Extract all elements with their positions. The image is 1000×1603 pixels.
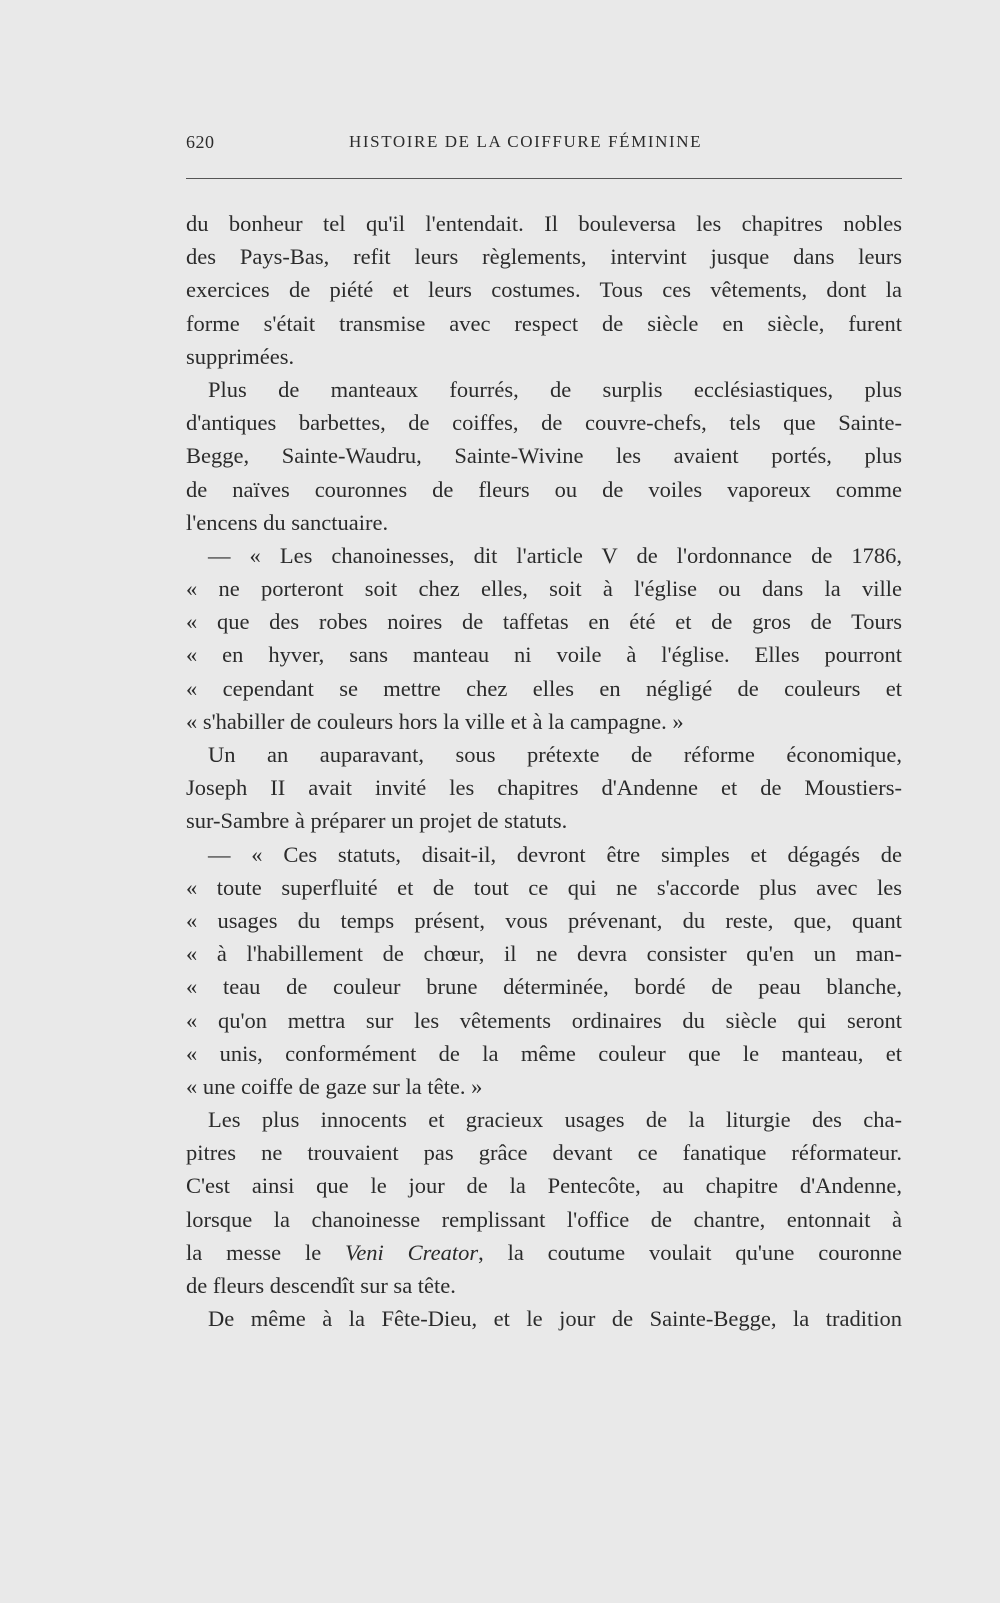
text-line: Les plus innocents et gracieux usages de la liturgie des cha- (208, 1107, 902, 1133)
page-header (186, 128, 904, 156)
text-line: — « Ces statuts, disait-il, devront être simples et dégagés de (208, 841, 902, 867)
text-line: « une coiffe de gaze sur la tête. » (186, 1073, 483, 1099)
text-line: « à l'habillement de chœur, il ne devra consister qu'en un man- (186, 941, 902, 967)
text-line: « toute superfluité et de tout ce qui ne s'accorde plus avec les (186, 874, 902, 900)
text-line: l'encens du sanctuaire. (186, 509, 389, 535)
text-line: la messe le Veni Creator, la coutume voulait qu'une couronne (186, 1239, 902, 1265)
text-line: exercices de piété et leurs costumes. Tous ces vêtements, dont la (186, 277, 902, 303)
text-line: C'est ainsi que le jour de la Pentecôte, au chapitre d'Andenne, (186, 1173, 902, 1199)
text-line: « unis, conformément de la même couleur que le manteau, et (186, 1040, 902, 1066)
page-number: 620 (186, 132, 215, 152)
text-line: De même à la Fête-Dieu, et le jour de Sainte-Begge, la tradition (208, 1306, 902, 1332)
text-line: des Pays-Bas, refit leurs règlements, intervint jusque dans leurs (186, 244, 902, 270)
text-line: pitres ne trouvaient pas grâce devant ce fanatique réformateur. (186, 1140, 902, 1166)
italic-title: Veni Creator (345, 1239, 479, 1265)
running-title: HISTOIRE DE LA COIFFURE FÉMININE (349, 132, 703, 151)
text-line: « qu'on mettra sur les vêtements ordinaires du siècle qui seront (186, 1007, 902, 1033)
text-line: sur-Sambre à préparer un projet de statuts. (186, 808, 568, 834)
text-line: Un an auparavant, sous prétexte de réforme économique, (208, 742, 902, 767)
text-line: « ne porteront soit chez elles, soit à l'église ou dans la ville (186, 576, 902, 602)
text-line: lorsque la chanoinesse remplissant l'office de chantre, entonnait à (186, 1206, 902, 1232)
text-line: — « Les chanoinesses, dit l'article V de l'ordonnance de 1786, (208, 542, 902, 568)
text-line: du bonheur tel qu'il l'entendait. Il bouleversa les chapitres nobles (186, 211, 902, 236)
header-rule (186, 178, 902, 179)
text-line: « s'habiller de couleurs hors la ville et à la campagne. » (186, 708, 684, 734)
text-line: Begge, Sainte-Waudru, Sainte-Wivine les avaient portés, plus (186, 443, 902, 469)
body-text (186, 207, 902, 1335)
text-line: forme s'était transmise avec respect de siècle en siècle, furent (186, 310, 902, 336)
text-line: supprimées. (186, 343, 295, 369)
text-line: « cependant se mettre chez elles en négligé de couleurs et (186, 675, 902, 701)
text-line: « teau de couleur brune déterminée, bordé de peau blanche, (186, 974, 902, 1000)
text-line: Plus de manteaux fourrés, de surplis ecclésiastiques, plus (208, 376, 902, 402)
text-line: de fleurs descendît sur sa tête. (186, 1273, 456, 1298)
text-line: « usages du temps présent, vous prévenant, du reste, que, quant (186, 907, 902, 933)
text-line: d'antiques barbettes, de coiffes, de couvre-chefs, tels que Sainte- (186, 410, 902, 436)
text-line: de naïves couronnes de fleurs ou de voiles vaporeux comme (186, 476, 902, 502)
text-line: « en hyver, sans manteau ni voile à l'église. Elles pourront (186, 642, 902, 668)
text-line: « que des robes noires de taffetas en été et de gros de Tours (186, 609, 902, 635)
text-line: Joseph II avait invité les chapitres d'Andenne et de Moustiers- (186, 775, 902, 801)
